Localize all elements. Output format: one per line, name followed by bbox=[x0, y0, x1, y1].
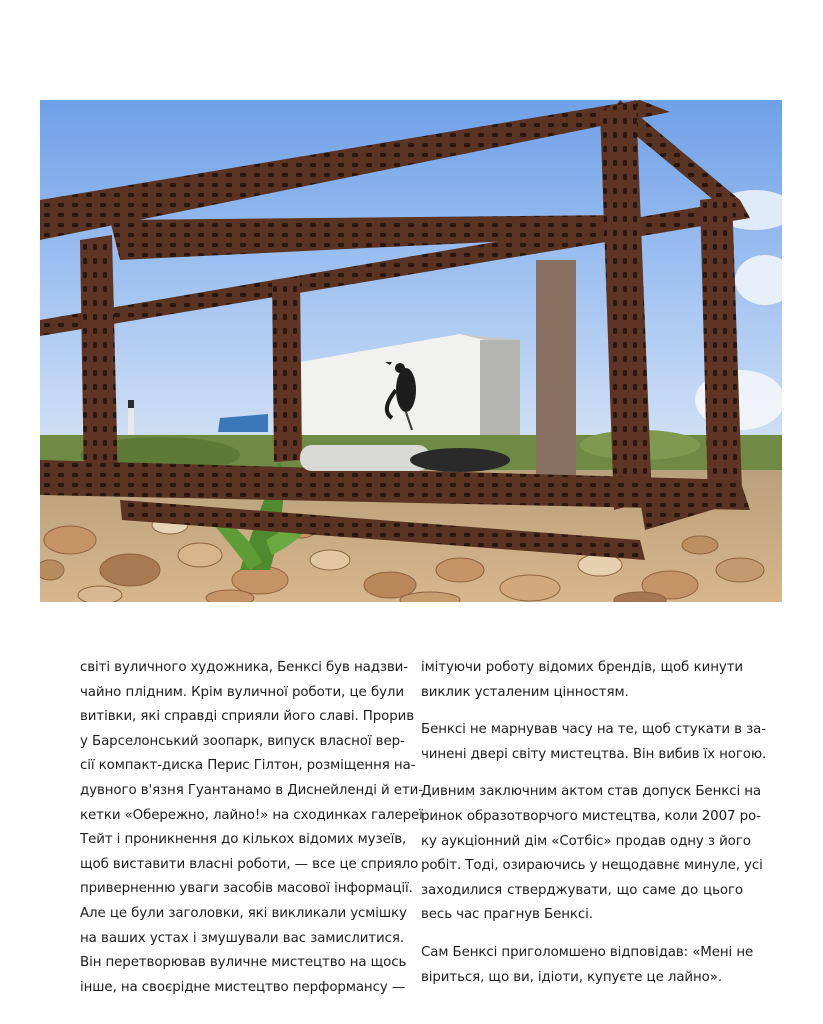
text-line: інше, на своєрідне мистецтво перформансу — bbox=[80, 979, 406, 995]
text-line: виклик усталеним цінностям. bbox=[421, 684, 629, 700]
text-line: сії компакт-диска Перис Гілтон, розміщення на- bbox=[80, 758, 416, 774]
text-line: заходилися стверджувати, що саме до цього bbox=[421, 882, 743, 898]
text-line: Але це були заголовки, які викликали усмішку bbox=[80, 905, 407, 921]
left-text-column bbox=[80, 656, 423, 1000]
text-line: чинені двері світу мистецтва. Він вибив їх ногою. bbox=[421, 746, 767, 762]
right-paragraph bbox=[421, 718, 767, 767]
text-line: витівки, які справді сприяли його славі. Прорив bbox=[80, 709, 415, 725]
right-paragraph bbox=[421, 780, 763, 928]
text-line: ринок образотворчого мистецтва, коли 2007 ро- bbox=[421, 808, 761, 824]
text-line: у Барселонський зоопарк, випуск власної вер- bbox=[80, 733, 405, 749]
text-line: чайно плідним. Крім вуличної роботи, це були bbox=[80, 684, 404, 700]
text-line: на ваших устах і змушували вас замислитися. bbox=[80, 930, 404, 946]
text-line: Дивним заключним актом став допуск Бенксі на bbox=[421, 784, 762, 800]
text-line: Сам Бенксі приголомшено відповідав: «Мені не bbox=[421, 944, 754, 960]
text-line: весь час прагнув Бенксі. bbox=[421, 907, 593, 923]
beach-frame-photo bbox=[40, 100, 782, 602]
right-paragraph bbox=[421, 941, 754, 990]
text-line: світі вуличного художника, Бенксі був надзви- bbox=[80, 660, 409, 675]
text-line: дувного в'язня Гуантанамо в Диснейленді й ети- bbox=[80, 782, 423, 798]
text-line: віриться, що ви, ідіоти, купуєте це лайно». bbox=[421, 969, 723, 985]
right-paragraph bbox=[421, 656, 743, 705]
text-line: робіт. Тоді, озираючись у нещодавнє минуле, усі bbox=[421, 858, 763, 874]
text-line: Він перетворював вуличне мистецтво на щось bbox=[80, 955, 407, 971]
text-line: приверненню уваги засобів масової інформації. bbox=[80, 881, 413, 897]
left-paragraph bbox=[80, 656, 423, 1000]
text-line: щоб виставити власні роботи, — все це сприяло bbox=[80, 856, 419, 872]
text-line: кетки «Обережно, лайно!» на сходинках галереї bbox=[80, 807, 423, 823]
text-line: ку аукціонний дім «Сотбіс» продав одну з його bbox=[421, 833, 751, 849]
right-text-column bbox=[421, 656, 767, 990]
text-line: Бенксі не марнував часу на те, щоб стукати в за- bbox=[421, 722, 766, 738]
text-line: Тейт і проникнення до кількох відомих музеїв, bbox=[80, 832, 407, 848]
text-line: імітуючи роботу відомих брендів, щоб кинути bbox=[421, 660, 743, 675]
